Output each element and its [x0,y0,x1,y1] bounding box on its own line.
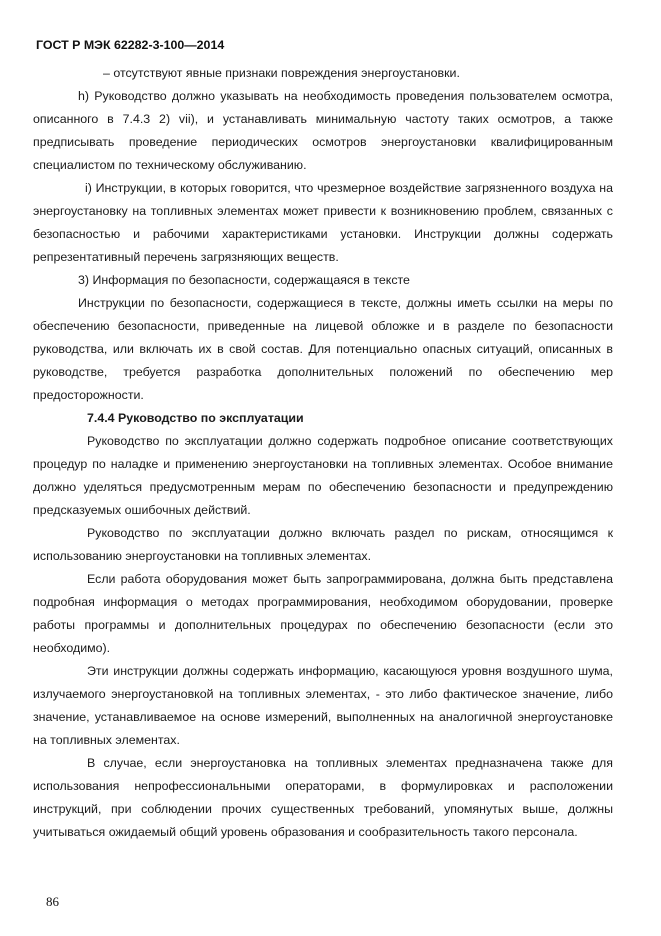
paragraph-damage-signs: – отсутствуют явные признаки повреждения энергоустановки. [103,66,460,80]
paragraph-risk-section: Руководство по эксплуатации должно включать раздел по рискам, относящимся к использованию энергоустановки на топливных элементах. [33,526,613,563]
standard-header: ГОСТ Р МЭК 62282-3-100—2014 [36,38,225,52]
page-number: 86 [46,894,59,909]
paragraph-item-i: i) Инструкции, в которых говорится, что чрезмерное воздействие загрязненного воздуха на энергоустановку на топливных элементах может привести к возникновению проблем, связанных с безопасностью и рабочими характеристиками установки. Инструкции должны содержать репрезентативный перечень загрязняющих веществ. [33,181,613,264]
paragraph-operation-manual: Руководство по эксплуатации должно содержать подробное описание соответствующих процедур по наладке и применению энергоустановки на топливных элементах. Особое внимание должно уделяться предусмотренным мерам по обеспечению безопасности и предупреждению предсказуемых ошибочных действий. [33,434,613,517]
paragraph-item-3-heading: 3) Информация по безопасности, содержащаяся в тексте [78,273,410,287]
section-heading-7-4-4: 7.4.4 Руководство по эксплуатации [87,411,304,425]
paragraph-programming: Если работа оборудования может быть запрограммирована, должна быть представлена подробная информация о методах программирования, необходимом оборудовании, проверке работы программы и дополнительных процедурах по обеспечению безопасности (если это необходимо). [33,572,613,655]
paragraph-noise: Эти инструкции должны содержать информацию, касающуюся уровня воздушного шума, излучаемого энергоустановкой на топливных элементах, - это либо фактическое значение, либо значение, устанавливаемое на основе измерений, выполненных на аналогичной энергоустановке на топливных элементах. [33,664,613,747]
paragraph-nonprofessional: В случае, если энергоустановка на топливных элементах предназначена также для использования непрофессиональными операторами, в формулировках и расположении инструкций, при соблюдении прочих существенных требований, упомянутых выше, должны учитываться ожидаемый общий уровень образования и сообразительность такого персонала. [33,756,613,839]
paragraph-item-h: h) Руководство должно указывать на необходимость проведения пользователем осмотра, описанного в 7.4.3 2) vii), и устанавливать минимальную частоту таких осмотров, а также предписывать проведение периодических осмотров энергоустановки квалифицированным специалистом по техническому обслуживанию. [33,89,613,172]
document-body [33,62,613,844]
paragraph-safety-instructions: Инструкции по безопасности, содержащиеся в тексте, должны иметь ссылки на меры по обеспечению безопасности, приведенные на лицевой обложке и в разделе по безопасности руководства, или включать их в свой состав. Для потенциально опасных ситуаций, описанных в руководстве, требуется разработка дополнительных положений по обеспечению мер предосторожности. [33,296,613,402]
